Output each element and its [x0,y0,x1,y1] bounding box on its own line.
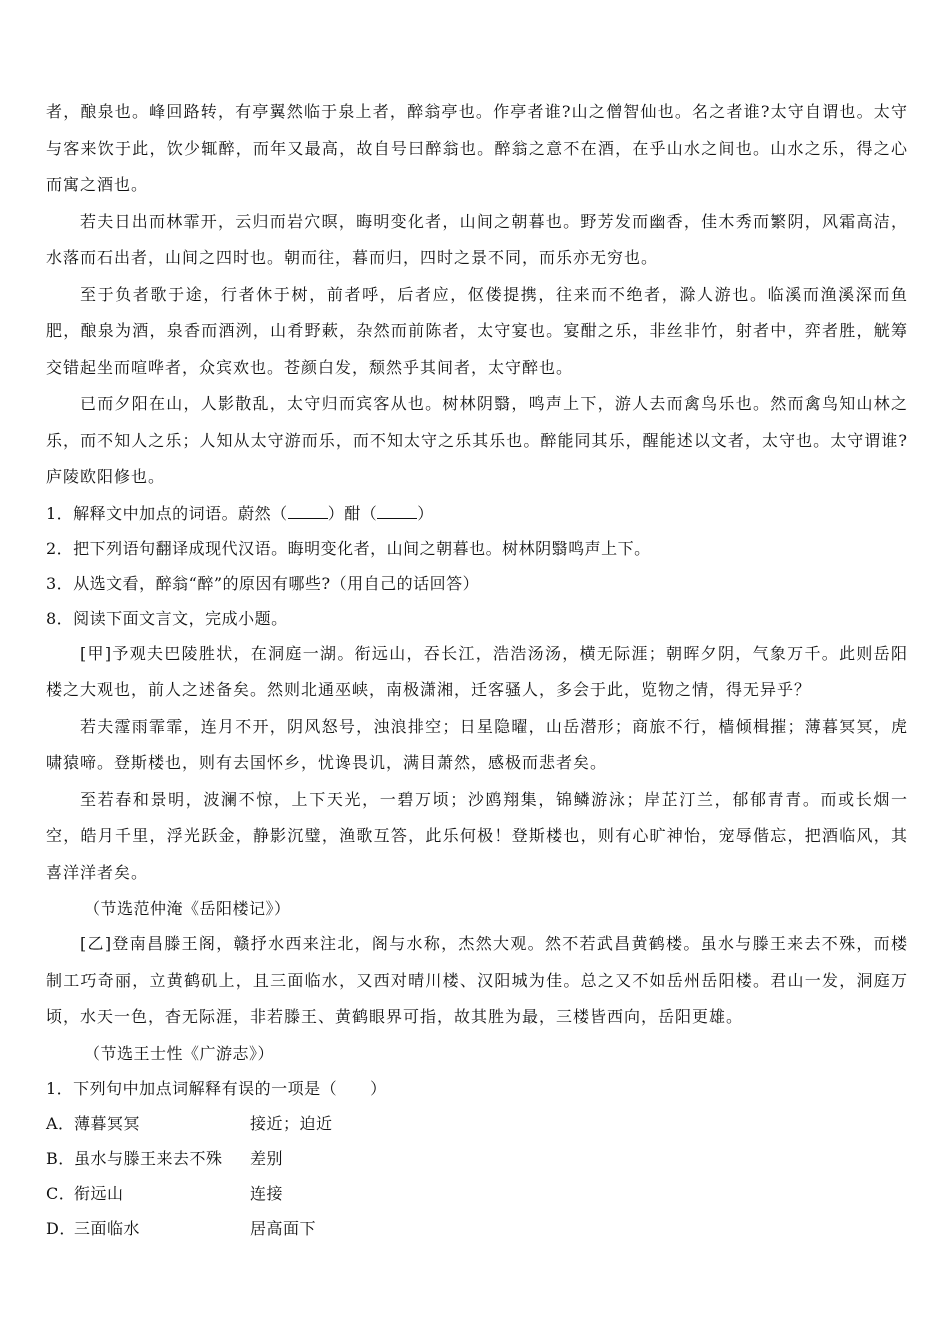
question-1-1-prefix: 1．解释文中加点的词语。蔚然（ [46,503,288,523]
option-d[interactable] [46,1211,908,1246]
jia-source: （节选范仲淹《岳阳楼记》） [84,899,291,918]
option-a[interactable] [46,1106,908,1141]
section-8-heading: 8．阅读下面文言文，完成小题。 [46,608,288,628]
question-8-1: 1．下列句中加点词解释有误的一项是（ ） [46,1078,387,1098]
passage1-paragraph-4: 已而夕阳在山，人影散乱，太守归而宾客从也。树林阴翳，鸣声上下，游人去而禽鸟乐也。然而禽鸟知山林之乐，而不知人之乐；人知从太守游而乐，而不知太守之乐其乐也。醉能同其乐，醒能述以文者，太守也。太守谓谁?庐陵欧阳修也。 [46,394,908,486]
option-c-phrase: 衔远山 [74,1183,124,1203]
option-a-meaning: 接近；迫近 [250,1113,333,1133]
option-c-meaning: 连接 [250,1183,284,1203]
jia-paragraph-1: [甲]予观夫巴陵胜状，在洞庭一湖。衔远山，吞长江，浩浩汤汤，横无际涯；朝晖夕阴，气象万千。此则岳阳楼之大观也，前人之述备矣。然则北通巫峡，南极潇湘，迁客骚人，多会于此，览物之情，得无异乎？ [46,643,908,699]
option-c[interactable] [46,1176,908,1211]
jia-paragraph-3: 至若春和景明，波澜不惊，上下天光，一碧万顷；沙鸥翔集，锦鳞游泳；岸芷汀兰，郁郁青青。而或长烟一空，皓月千里，浮光跃金，静影沉璧，渔歌互答，此乐何极！登斯楼也，则有心旷神怡，宠辱偕忘，把酒临风，其喜洋洋者矣。 [46,789,908,882]
yi-source: （节选王士性《广游志》） [84,1043,275,1063]
answer-blank-1[interactable] [288,504,328,519]
option-b-phrase: 虽水与滕王来去不殊 [74,1148,223,1168]
answer-blank-2[interactable] [377,504,417,519]
option-d-meaning: 居高面下 [250,1218,317,1238]
option-d-phrase: 三面临水 [74,1218,141,1238]
passage1-paragraph-2: 若夫日出而林霏开，云归而岩穴暝，晦明变化者，山间之朝暮也。野芳发而幽香，佳木秀而繁阴，风霜高洁，水落而石出者，山间之四时也。朝而往，暮而归，四时之景不同，而乐亦无穷也。 [46,211,908,267]
question-1-1-mid: ）酣（ [327,503,378,523]
passage1-paragraph-3: 至于负者歌于途，行者休于树，前者呼，后者应，伛偻提携，往来而不绝者，滁人游也。临溪而渔溪深而鱼肥，酿泉为酒，泉香而酒洌，山肴野蔌，杂然而前陈者，太守宴也。宴酣之乐，非丝非竹，射者中，弈者胜，觥筹交错起坐而喧哗者，众宾欢也。苍颜白发，颓然乎其间者，太守醉也。 [46,284,908,377]
question-1-1-suffix: ） [417,503,434,523]
option-a-phrase: 薄暮冥冥 [74,1113,141,1133]
option-c-letter: C． [46,1183,76,1203]
question-1-2: 2．把下列语句翻译成现代汉语。晦明变化者，山间之朝暮也。树林阴翳鸣声上下。 [46,538,651,558]
option-b[interactable] [46,1141,908,1176]
jia-paragraph-2: 若夫霪雨霏霏，连月不开，阴风怒号，浊浪排空；日星隐曜，山岳潜形；商旅不行，樯倾楫摧；薄暮冥冥，虎啸猿啼。登斯楼也，则有去国怀乡，忧谗畏讥，满目萧然，感极而悲者矣。 [46,716,908,772]
option-b-letter: B． [46,1148,75,1168]
question-1-1 [46,496,908,531]
yi-paragraph-1: [乙]登南昌滕王阁，赣抒水西来注北，阁与水称，杰然大观。然不若武昌黄鹤楼。虽水与滕王来去不殊，而楼制工巧奇丽，立黄鹤矶上，且三面临水，又西对晴川楼、汉阳城为佳。总之又不如岳州岳阳楼。君山一发，洞庭万顷，水天一色，杳无际涯，非若滕王、黄鹤眼界可指，故其胜为最，三楼皆西向，岳阳更雄。 [46,934,908,1026]
option-d-letter: D． [46,1218,76,1238]
option-a-letter: A． [46,1113,75,1133]
option-b-meaning: 差别 [250,1148,284,1168]
question-1-3: 3．从选文看，醉翁“醉”的原因有哪些?（用自己的话回答） [46,573,480,593]
passage1-paragraph-1: 者，酿泉也。峰回路转，有亭翼然临于泉上者，醉翁亭也。作亭者谁?山之僧智仙也。名之者谁?太守自谓也。太守与客来饮于此，饮少辄醉，而年又最高，故自号曰醉翁也。醉翁之意不在酒，在乎山水之间也。山水之乐，得之心而寓之酒也。 [46,102,908,194]
document-page [46,94,908,1246]
